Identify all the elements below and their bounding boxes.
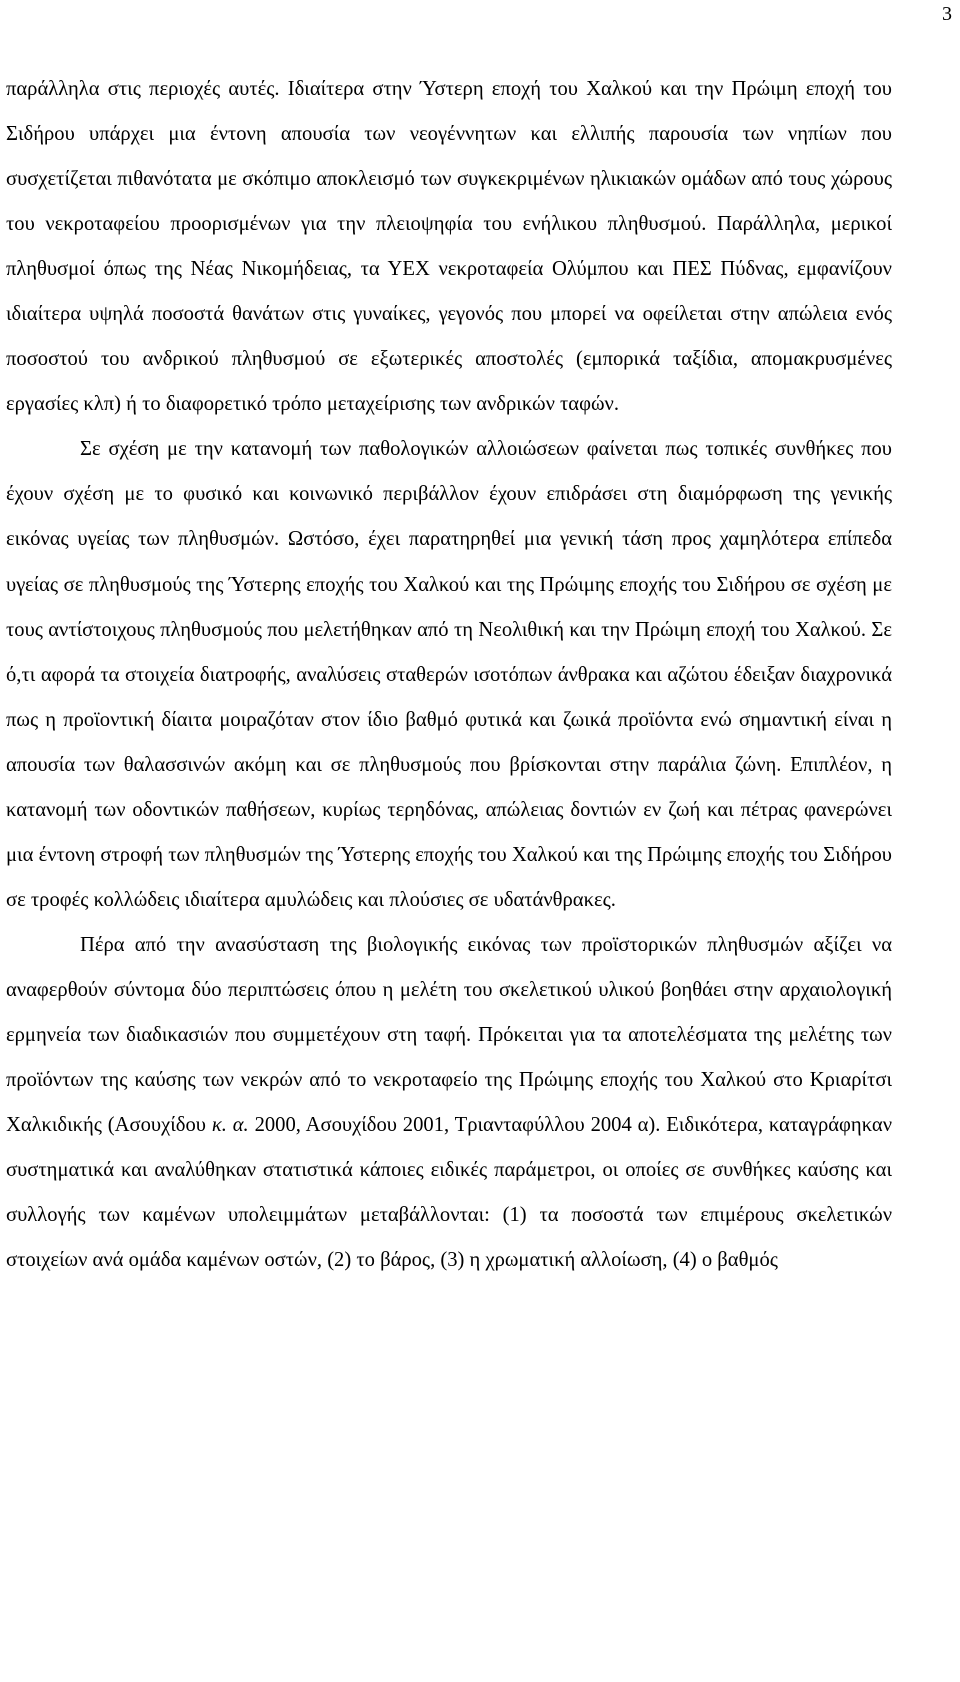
- citation-italic-2: α.: [232, 1114, 249, 1137]
- paragraph-3: [6, 923, 892, 1283]
- paragraph-1: παράλληλα στις περιοχές αυτές. Ιδιαίτερα στην Ύστερη εποχή του Χαλκού και την Πρώιμη εποχή του Σιδήρου υπάρχει μια έντονη απουσία των νεογέννητων και ελλιπής παρουσία των νηπίων που συσχετίζεται πιθανότατα με σκόπιμο αποκλεισμό των συγκεκριμένων ηλικιακών ομάδων από τους χώρους του νεκροταφείου προορισμένων για την πλειοψηφία του ενήλικου πληθυσμού. Παράλληλα, μερικοί πληθυσμοί όπως της Νέας Νικομήδειας, τα ΥΕΧ νεκροταφεία Ολύμπου και ΠΕΣ Πύδνας, εμφανίζουν ιδιαίτερα υψηλά ποσοστά θανάτων στις γυναίκες, γεγονός που μπορεί να οφείλεται στην απώλεια ενός ποσοστού του ανδρικού πληθυσμού σε εξωτερικές αποστολές (εμπορικά ταξίδια, απομακρυσμένες εργασίες κλπ) ή το διαφορετικό τρόπο μεταχείρισης των ανδρικών ταφών.: [6, 78, 892, 416]
- paragraph-3-text: Πέρα από την ανασύσταση της βιολογικής εικόνας των προϊστορικών πληθυσμών αξίζει να αναφερθούν σύντομα δύο περιπτώσεις όπου η μελέτη του σκελετικού υλικού βοηθάει στην αρχαιολογική ερμηνεία των διαδικασιών που συμμετέχουν στη ταφή. Πρόκειται για τα αποτελέσματα της μελέτης των προϊόντων της καύσης των νεκρών από το νεκροταφείο της Πρώιμης εποχής του Χαλκού στο Κριαρίτσι Χαλκιδικής (Ασουχίδου: [6, 933, 892, 1137]
- paragraph-2: Σε σχέση με την κατανομή των παθολογικών αλλοιώσεων φαίνεται πως τοπικές συνθήκες που έχουν σχέση με το φυσικό και κοινωνικό περιβάλλον έχουν επιδράσει στη διαμόρφωση της γενικής εικόνας υγείας των πληθυσμών. Ωστόσο, έχει παρατηρηθεί μια γενική τάση προς χαμηλότερα επίπεδα υγείας σε πληθυσμούς της Ύστερης εποχής του Χαλκού και της Πρώιμης εποχής του Σιδήρου σε σχέση με τους αντίστοιχους πληθυσμούς που μελετήθηκαν από τη Νεολιθική και την Πρώιμη εποχή του Χαλκού. Σε ό,τι αφορά τα στοιχεία διατροφής, αναλύσεις σταθερών ισοτόπων άνθρακα και αζώτου έδειξαν διαχρονικά πως η προϊοντική δίαιτα μοιραζόταν στον ίδιο βαθμό φυτικά και ζωικά προϊόντα ενώ σημαντική είναι η απουσία των θαλασσινών ακόμη και σε πληθυσμούς που βρίσκονται στην παράλια ζώνη. Επιπλέον, η κατανομή των οδοντικών παθήσεων, κυρίως τερηδόνας, απώλειας δοντιών εν ζωή και πέτρας φανερώνει μια έντονη στροφή των πληθυσμών της Ύστερης εποχής του Χαλκού και της Πρώιμης εποχής του Σιδήρου σε τροφές κολλώδεις ιδιαίτερα αμυλώδεις και πλούσιες σε υδατάνθρακες.: [6, 438, 892, 911]
- document-body: [6, 67, 892, 1283]
- page-number: 3: [942, 3, 952, 25]
- paragraph-3-rest: 2000, Ασουχίδου 2001, Τριανταφύλλου 2004 α). Ειδικότερα, καταγράφηκαν συστηματικά και αναλύθηκαν στατιστικά κάποιες ειδικές παράμετροι, οι οποίες σε συνθήκες καύσης και συλλογής των καμένων υπολειμμάτων μεταβάλλονται: (1) τα ποσοστά των επιμέρους σκελετικών στοιχείων ανά ομάδα καμένων οστών, (2) το βάρος, (3) η χρωματική αλλοίωση, (4) ο βαθμός: [6, 1114, 893, 1272]
- citation-italic-1: κ.: [211, 1114, 227, 1137]
